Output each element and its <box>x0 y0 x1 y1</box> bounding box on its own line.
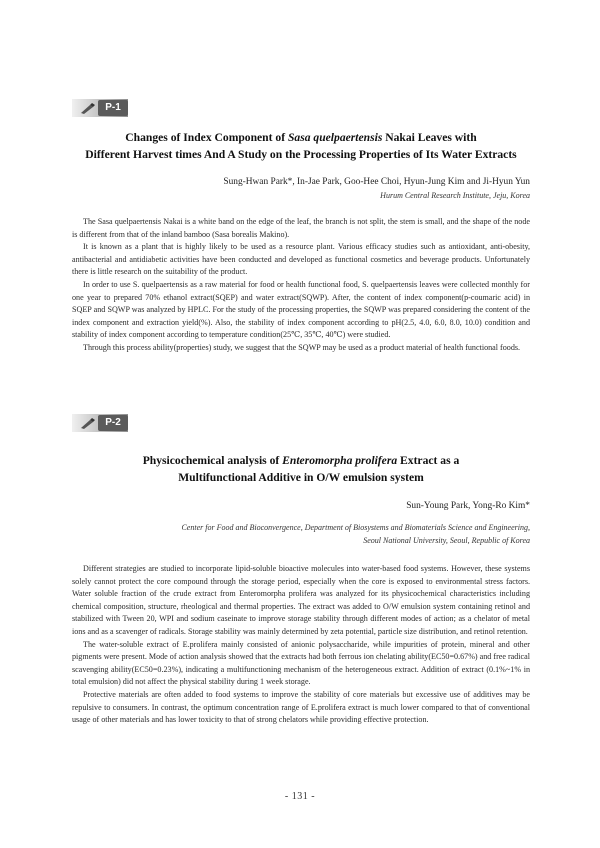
affiliation: Center for Food and Bioconvergence, Department of Biosystems and Biomaterials Science and Engineering, Seoul National University, Seoul, Republic of Korea <box>181 523 530 545</box>
tag-label: P-2 <box>98 415 128 431</box>
abstract-title <box>72 129 530 163</box>
abstract-body <box>72 216 530 355</box>
affiliation: Hurum Central Research Institute, Jeju, Korea <box>380 191 530 200</box>
tag-label: P-1 <box>98 100 128 116</box>
paragraph: Protective materials are often added to food systems to improve the stability of core materials but excessive use of additives may be repulsive to consumers. In contrast, the optimum concentration range of E.prolifera extract is much lower compared to that of conventional usage of other materials and has lower toxicity to that of strong chelators while providing effective protection. <box>72 689 530 725</box>
abstract-p1 <box>72 99 530 355</box>
paragraph: It is known as a plant that is highly likely to be used as a resource plant. Various efficacy studies such as antioxidant, anti-obesity, antibacterial and antidiabetic activities have been conducted and developed as functional cosmetics and beverage products. Unfortunately there is little research on the suitability of the product. <box>72 242 530 277</box>
authors: Sun-Young Park, Yong-Ro Kim* <box>406 501 530 511</box>
abstract-p2 <box>72 414 530 727</box>
pen-icon <box>80 103 96 114</box>
paragraph: The Sasa quelpaertensis Nakai is a white band on the edge of the leaf, the branch is not split, the stem is small, and the shape of the node is different from that of the inland bamboo (Sasa borealis Makino). <box>72 217 530 239</box>
abstract-tag <box>72 99 128 117</box>
abstract-tag <box>72 414 128 432</box>
paragraph: In order to use S. quelpaertensis as a raw material for food or health functional food, S. quelpaertensis leaves were collected monthly for one year to prepared 70% ethanol extract(SQEP) and water extract(SQWP). After, the content of index component(p-coumaric acid) in SQEP and SQWP was analyzed by HPLC. For the study of the processing properties, the SQWP was prepared considering the content of the index component and extraction yield(%). Also, the stability of index component according to pH(2.5, 4.0, 6.0, 8.0, 10.0) condition and stability of index component according to temperature condition(25℃, 35℃, 40℃) were studied. <box>72 279 530 340</box>
paragraph: The water-soluble extract of E.prolifera mainly consisted of anionic polysaccharide, while impurities of protein, mineral and other pigments were present. Mode of action analysis showed that the extracts had both ferrous ion chelating ability(EC50=0.67%) and free radical scavenging ability(EC50=0.23%), indicating a multifunctioning mechanism of the heterogeneous extract. Addition of extract (0.1%~1% in total emulsion) did not affect the physical stability during 1 week storage. <box>72 639 530 687</box>
paragraph: Through this process ability(properties) study, we suggest that the SQWP may be used as a product material of health functional foods. <box>83 342 521 352</box>
pen-icon <box>80 418 96 429</box>
abstract-title <box>72 452 530 486</box>
paragraph: Different strategies are studied to incorporate lipid-soluble bioactive molecules into water-based food systems. However, these systems solely cannot protect the core compound through the storage period, especially when the core is exposed to environmental stress factors. Water soluble fraction of the crude extract from Enteromorpha prolifera was analyzed for its physicochemical characteristics including chemical composition, structure, rheological and thermal properties. The extract was added to O/W emulsion system containing retinol and stabilized with Tween 20, WPI and sodium caseinate to improve storage stability through different modes of action; as a chelator of metal ions and as a scavenger of radicals. Storage stability was mainly determined by zeta potential, particle size distribution, and retinol retention. <box>72 564 530 636</box>
abstract-body <box>72 563 530 727</box>
page-number: - 131 - <box>284 791 316 802</box>
title-line-1: Changes of Index Component of Sasa quelpaertensis Nakai Leaves with <box>125 131 477 144</box>
title-line-2: Different Harvest times And A Study on the Processing Properties of Its Water Extracts <box>85 148 517 161</box>
title-line-1: Physicochemical analysis of Enteromorpha prolifera Extract as a <box>142 454 460 467</box>
title-line-2: Multifunctional Additive in O/W emulsion system <box>178 471 424 484</box>
authors: Sung-Hwan Park*, In-Jae Park, Goo-Hee Choi, Hyun-Jung Kim and Ji-Hyun Yun <box>223 177 530 187</box>
